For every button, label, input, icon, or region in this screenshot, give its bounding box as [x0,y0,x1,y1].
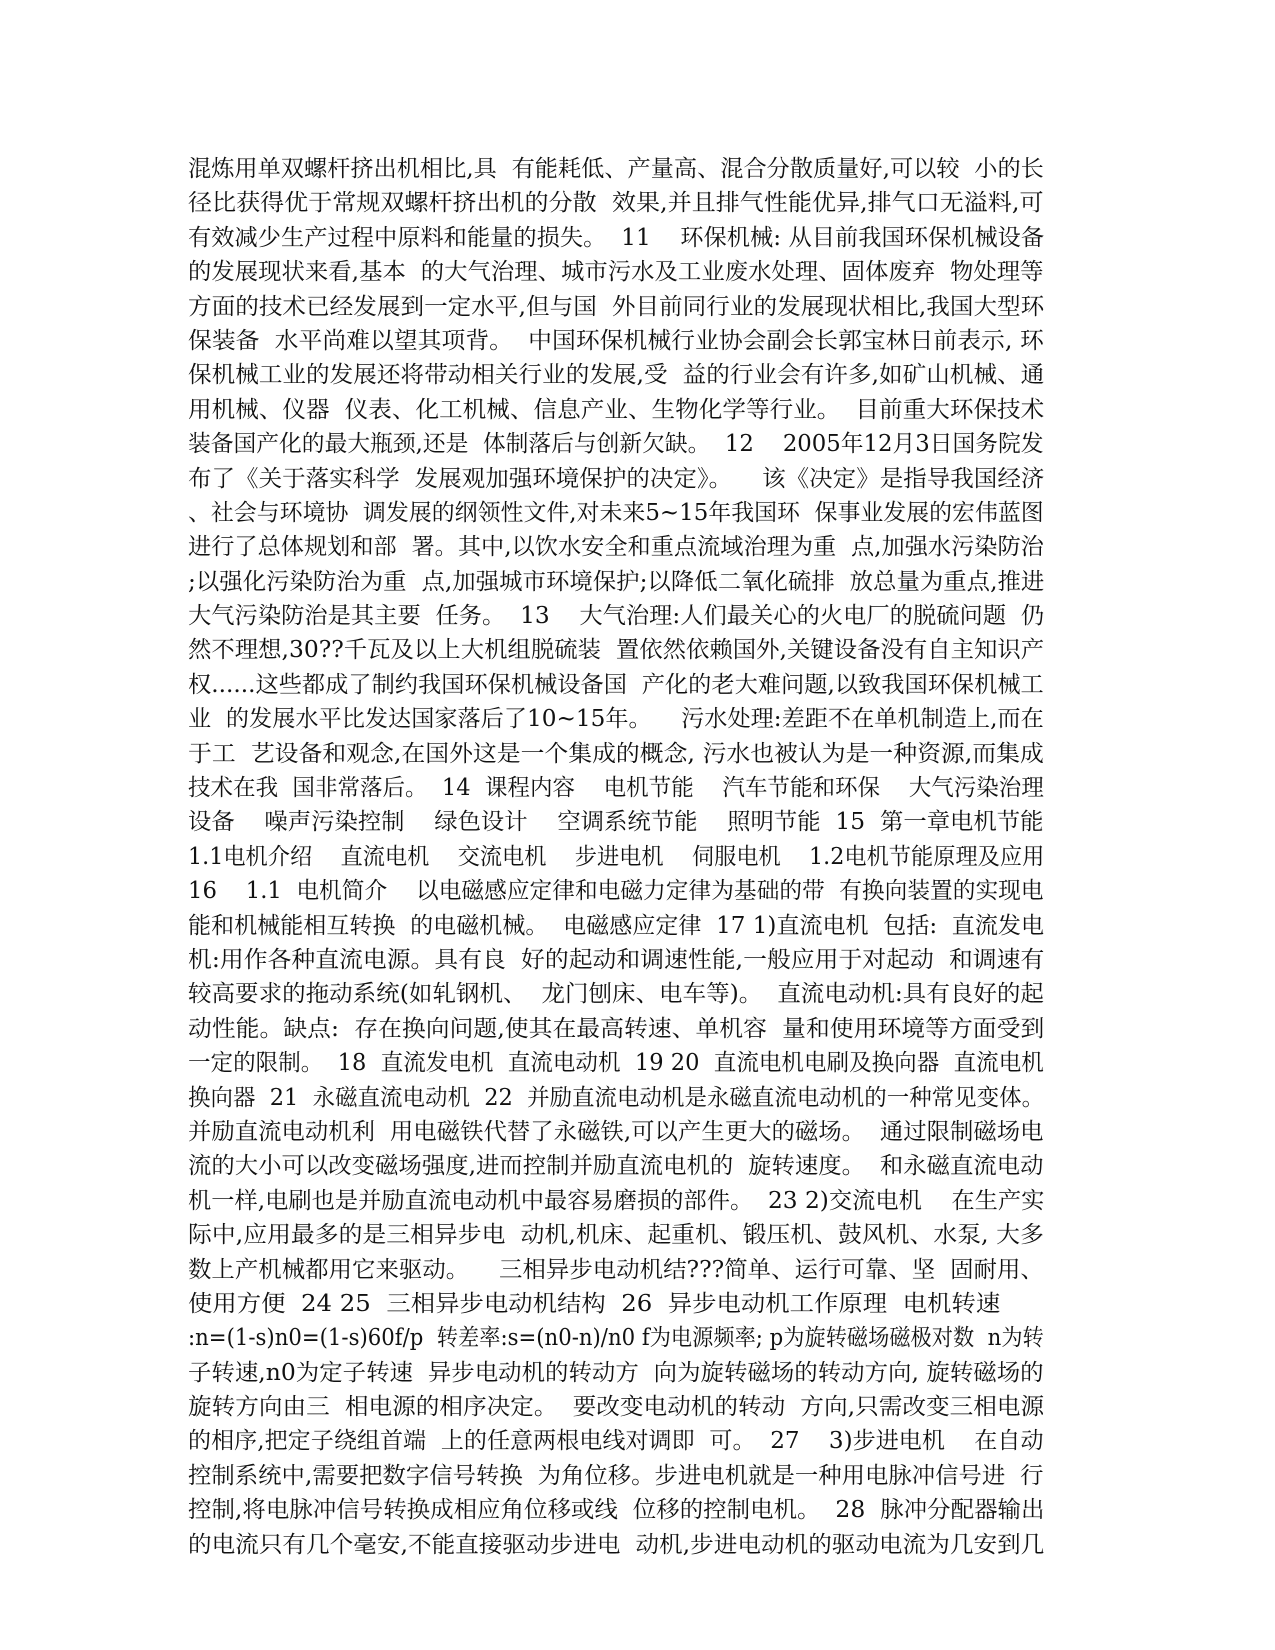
text-line: 保机械工业的发展还将带动相关行业的发展,受 益的行业会有许多,如矿山机械、通 [188,362,1045,389]
text-line: 的电流只有几个毫安,不能直接驱动步进电 动机,步进电动机的驱动电流为几安到几 [188,1531,1045,1558]
text-line: ;以强化污染防治为重 点,加强城市环境保护;以降低二氧化硫排 放总量为重点,推进 [188,568,1045,595]
text-line: 机:用作各种直流电源。具有良 好的起动和调速性能,一般应用于对起动 和调速有 [188,946,1045,973]
text-line: 并励直流电动机利 用电磁铁代替了永磁铁,可以产生更大的磁场。 通过限制磁场电 [188,1118,1044,1145]
text-line: 大气污染防治是其主要 任务。 13 大气治理:人们最关心的火电厂的脱硫问题 仍 [188,603,1045,630]
text-line: 际中,应用最多的是三相异步电 动机,机床、起重机、锻压机、鼓风机、水泵, 大多 [188,1222,1044,1249]
text-line: 使用方便 24 25 三相异步电动机结构 26 异步电动机工作原理 电机转速 [188,1290,1001,1317]
text-line: 用机械、仪器 仪表、化工机械、信息产业、生物化学等行业。 目前重大环保技术 [188,396,1045,423]
text-line: 流的大小可以改变磁场强度,进而控制并励直流电机的 旋转速度。 和永磁直流电动 [188,1153,1044,1180]
text-line: 旋转方向由三 相电源的相序决定。 要改变电动机的转动 方向,只需改变三相电源 [188,1394,1045,1421]
body-text [188,152,1088,1562]
text-line: 能和机械能相互转换 的电磁机械。 电磁感应定律 17 1)直流电机 包括: 直流发电 [188,912,1045,939]
text-line: 布了《关于落实科学 发展观加强环境保护的决定》。 该《决定》是指导我国经济 [188,465,1045,492]
text-line: 较高要求的拖动系统(如轧钢机、 龙门刨床、电车等)。 直流电动机:具有良好的起 [188,981,1044,1008]
text-line: 16 1.1 电机简介 以电磁感应定律和电磁力定律为基础的带 有换向装置的实现电 [188,878,1044,905]
text-line: :n=(1-s)n0=(1-s)60f/p 转差率:s=(n0-n)/n0 f为电源频率; p为旋转磁场磁极对数 n为转 [188,1325,1044,1352]
text-line: 装备国产化的最大瓶颈,还是 体制落后与创新欠缺。 12 2005年12月3日国务院发 [188,431,1044,458]
text-line: 业 的发展水平比发达国家落后了10~15年。 污水处理:差距不在单机制造上,而在 [188,706,1044,733]
text-line: 然不理想,30??千瓦及以上大机组脱硫装 置依然依赖国外,关键设备没有自主知识产 [188,637,1045,664]
text-line: 数上产机械都用它来驱动。 三相异步电动机结???简单、运行可靠、坚 固耐用、 [188,1256,1044,1283]
text-line: 的相序,把定子绕组首端 上的任意两根电线对调即 可。 27 3)步进电机 在自动 [188,1428,1044,1455]
text-line: 技术在我 国非常落后。 14 课程内容 电机节能 汽车节能和环保 大气污染治理 [188,775,1044,802]
text-line: 有效减少生产过程中原料和能量的损失。 11 环保机械: 从目前我国环保机械设备 [188,224,1045,251]
text-line: 换向器 21 永磁直流电动机 22 并励直流电动机是永磁直流电动机的一种常见变体。 [188,1084,1045,1111]
text-line: 控制系统中,需要把数字信号转换 为角位移。步进电机就是一种用电脉冲信号进 行 [188,1462,1044,1489]
text-line: 径比获得优于常规双螺杆挤出机的分散 效果,并且排气性能优异,排气口无溢料,可 [188,190,1044,217]
text-line: 一定的限制。 18 直流发电机 直流电动机 19 20 直流电机电刷及换向器 直流电机 [188,1050,1044,1077]
text-line: 于工 艺设备和观念,在国外这是一个集成的概念, 污水也被认为是一种资源,而集成 [188,740,1044,767]
text-line: 控制,将电脉冲信号转换成相应角位移或线 位移的控制电机。 28 脉冲分配器输出 [188,1497,1045,1524]
text-line: 方面的技术已经发展到一定水平,但与国 外目前同行业的发展现状相比,我国大型环 [188,293,1045,320]
text-line: 的发展现状来看,基本 的大气治理、城市污水及工业废水处理、固体废弃 物处理等 [188,259,1044,286]
text-line: 保装备 水平尚难以望其项背。 中国环保机械行业协会副会长郭宝林日前表示, 环 [188,327,1044,354]
text-line: 进行了总体规划和部 署。其中,以饮水安全和重点流域治理为重 点,加强水污染防治 [188,534,1044,561]
text-line: 设备 噪声污染控制 绿色设计 空调系统节能 照明节能 15 第一章电机节能 [188,809,1044,836]
text-line: 1.1电机介绍 直流电机 交流电机 步进电机 伺服电机 1.2电机节能原理及应用 [188,843,1045,870]
text-line: 机一样,电刷也是并励直流电动机中最容易磨损的部件。 23 2)交流电机 在生产实 [188,1187,1045,1214]
text-line: 权......这些都成了制约我国环保机械设备国 产化的老大难问题,以致我国环保机械工 [188,671,1044,698]
text-line: 动性能。缺点: 存在换向问题,使其在最高转速、单机容 量和使用环境等方面受到 [188,1015,1045,1042]
text-line: 子转速,n0为定子转速 异步电动机的转动方 向为旋转磁场的转动方向, 旋转磁场的 [188,1359,1044,1386]
text-line: 、社会与环境协 调发展的纲领性文件,对未来5~15年我国环 保事业发展的宏伟蓝图 [188,499,1044,526]
text-line: 混炼用单双螺杆挤出机相比,具 有能耗低、产量高、混合分散质量好,可以较 小的长 [188,156,1044,182]
